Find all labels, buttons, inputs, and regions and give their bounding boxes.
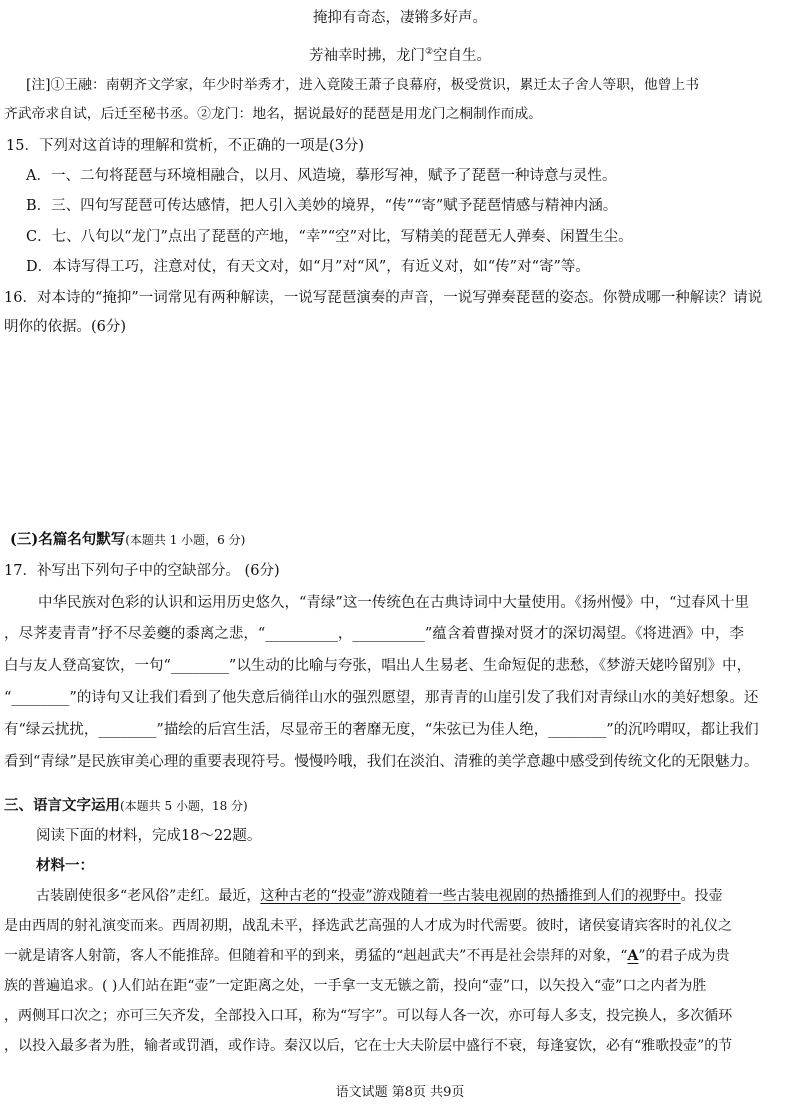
part-title-bold: 三、语言文字运用 [4,797,120,814]
material-line-1-start: 古装剧使很多“老风俗”走红。最近， [36,888,261,904]
part-title-note: (本题共 5 小题，18 分) [120,799,248,813]
material-line-6: ，以投入最多者为胜，输者或罚酒，或作诗。秦汉以后，它在士大夫阶层中盛行不衰，每逢宴饮，必有“雅歌投壶”的节 [4,1038,733,1054]
question-17-para-line-6: 看到“青绿”是民族审美心理的重要表现符号。慢慢吟哦，我们在淡泊、清雅的美学意趣中感受到传统文化的无限魅力。 [4,754,759,770]
question-17-para-line-2: ，尽荠麦青青”抒不尽姜夔的黍离之悲，“__________，__________”蕴含着曹操对贤才的深切渴望。《将进酒》中，李 [4,626,744,642]
poem-line-2-end: 空自生。 [433,47,492,64]
part-title-language-use [4,796,248,816]
underlined-sentence: 这种古老的“投壶”游戏随着一些古装电视剧的热播推到人们的视野中 [260,888,681,904]
footnote-marker: ② [424,47,434,57]
poem-line-2-text: 芳袖幸时拂，龙门 [308,47,425,64]
blank-a-marker: A [627,948,639,964]
question-17-para-line-1: 中华民族对色彩的认识和运用历史悠久，“青绿”这一传统色在古典诗词中大量使用。《扬州慢》中，“过春风十里 [38,595,749,611]
material-line-3-start: 一就是请客人射箭，客人不能推辞。但随着和平的到来，勇猛的“赳赳武夫”不再是社会崇拜的对象，“ [4,948,628,964]
material-label: 材料一： [36,857,94,874]
material-line-3-end: ”的君子成为贵 [638,948,730,964]
annotation-line-1: [注]①王融：南朝齐文学家，年少时举秀才，进入竟陵王萧子良幕府，极受赏识，累迁太子舍人等职，他曾上书 [26,77,700,93]
question-17-stem: 17．补写出下列句子中的空缺部分。 (6分) [4,563,280,579]
question-15-stem: 15．下列对这首诗的理解和赏析，不正确的一项是(3分) [6,138,364,154]
material-line-1-end: 。投壶 [680,888,723,904]
question-15-option-d: D．本诗写得工巧，注意对仗，有天文对，如“月”对“风”，有近义对，如“传”对“寄”等。 [26,259,590,275]
section-title-famous-lines [10,530,245,550]
question-16-line-2: 明你的依据。(6分) [4,319,127,335]
section-title-note: (本题共 1 小题，6 分) [125,533,246,547]
question-17-para-line-3: 白与友人登高宴饮，一句“________”以生动的比喻与夸张，唱出人生易老、生命短促的悲愁，《梦游天姥吟留别》中， [4,658,752,674]
poem-line-2 [0,42,800,66]
poem-line-1: 掩抑有奇态，凄锵多好声。 [313,10,487,26]
section-title-bold: (三)名篇名句默写 [10,531,126,548]
material-line-3 [4,946,730,966]
material-line-4: 族的普遍追求。( )人们站在距“壶”一定距离之处，一手拿一支无镞之箭，投向“壶”口，以矢投入“壶”口之内者为胜 [4,978,707,994]
page-footer: 语文试题 第8页 共9页 [335,1085,465,1100]
question-16-line-1: 16．对本诗的“掩抑”一词常见有两种解读，一说写琵琶演奏的声音，一说写弹奏琵琶的姿态。你赞成哪一种解读？请说 [4,290,763,306]
reading-intro: 阅读下面的材料，完成18～22题。 [36,828,262,844]
question-17-para-line-5: 有“绿云扰扰，________”描绘的后宫生活，尽显帝王的奢靡无度，“朱弦已为佳人绝，________”的沉吟喟叹，都让我们 [4,722,759,738]
question-15-option-b: B．三、四句写琵琶可传达感情，把人引入美妙的境界，“传”“寄”赋予琵琶情感与精神内涵。 [26,198,618,214]
question-15-option-a: A．一、二句将琵琶与环境相融合，以月、风造境，摹形写神，赋予了琵琶一种诗意与灵性。 [26,168,617,184]
material-line-2: 是由西周的射礼演变而来。西周初期，战乱未平，择选武艺高强的人才成为时代需要。彼时，诸侯宴请宾客时的礼仪之 [4,918,732,934]
annotation-line-2: 齐武帝求自试，后迁至秘书丞。②龙门：地名，据说最好的琵琶是用龙门之桐制作而成。 [4,106,543,122]
material-line-1 [36,886,723,906]
material-line-5: ，两侧耳口次之；亦可三矢齐发，全部投入口耳，称为“写字”。可以每人各一次，亦可每人多支，投完换人，多次循环 [4,1008,733,1024]
question-17-para-line-4: “________”的诗句又让我们看到了他失意后徜徉山水的强烈愿望，那青青的山崖引发了我们对青绿山水的美好想象。还 [4,690,759,706]
question-15-option-c: C．七、八句以“龙门”点出了琵琶的产地，“幸”“空”对比，写精美的琵琶无人弹奏、闲置生尘。 [26,229,633,245]
